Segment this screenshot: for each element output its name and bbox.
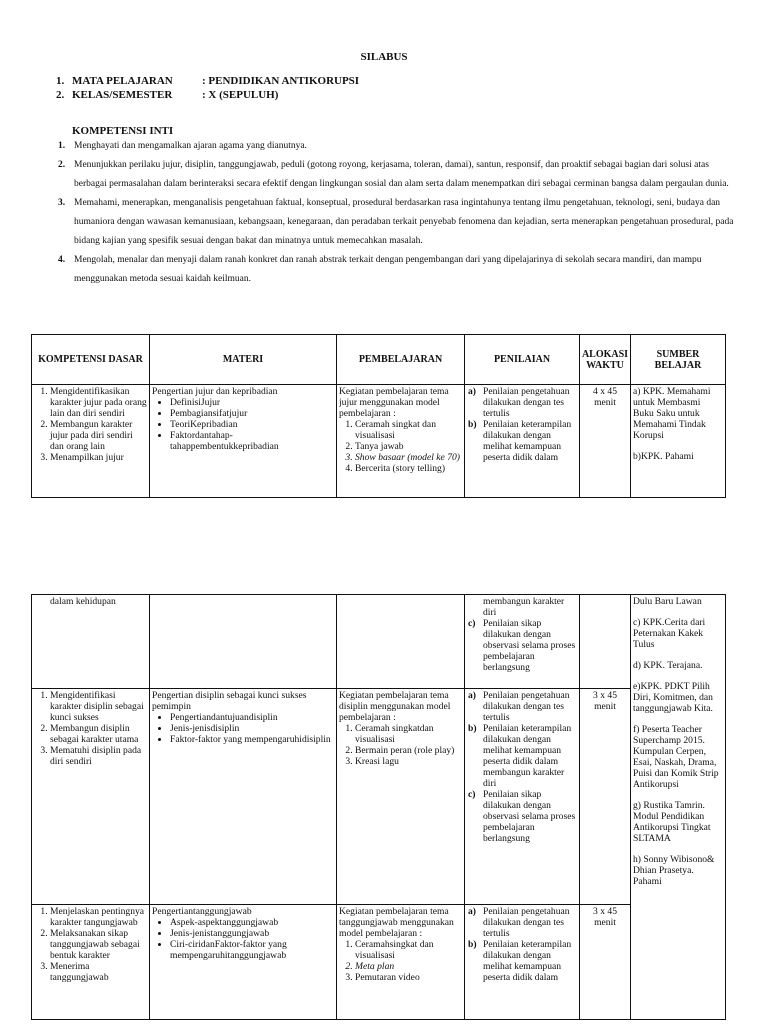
materi-item: • Aspek-aspektanggungjawab (170, 917, 334, 928)
pembelajaran-item: 1. Ceramah singkatdan visualisasi (355, 723, 462, 745)
kd-item: 1. Menjelaskan pentingnya karakter tangungjawab (50, 906, 147, 928)
kd-item: 3. Mematuhi disiplin pada diri sendiri (50, 745, 147, 767)
penilaian-item (467, 618, 577, 673)
penilaian-cell (465, 689, 580, 905)
penilaian-text: Penilaian sikap dilakukan dengan observasi selama proses pembelajaran berlangsung (483, 618, 576, 673)
ki-num: 4. (58, 255, 66, 265)
kd-item: 2. Membangun karakter jujur pada diri sendiri dan orang lain (50, 419, 147, 452)
syllabus-table-2 (31, 594, 726, 1020)
penilaian-letter: b) (468, 723, 477, 734)
header-value: : X (SEPULUH) (202, 89, 279, 101)
col-header-sumber: SUMBER BELAJAR (631, 335, 726, 385)
kd-continued: dalam kehidupan (50, 596, 116, 607)
pembelajaran-item: 2. Bermain peran (role play) (355, 745, 462, 756)
sumber-item: h) Sonny Wibisono& Dhian Prasetya. Pahami (633, 854, 715, 887)
materi-title: Pengertian jujur dan kepribadian (152, 386, 278, 397)
pembelajaran-item: 1. Ceramah singkat dan visualisasi (355, 419, 462, 441)
sumber-item: b)KPK. Pahami (633, 451, 694, 462)
pembelajaran-item: 2. Meta plan (355, 961, 462, 972)
materi-item: • Faktordantahap-tahappembentukkepribadian (170, 430, 334, 452)
alokasi-cell (580, 905, 631, 1020)
ki-title: KOMPETENSI INTI (72, 125, 174, 137)
ki-num: 3. (58, 198, 66, 208)
penilaian-letter: a) (468, 690, 476, 701)
sumber-item: Dulu Baru Lawan (633, 596, 702, 607)
penilaian-letter: b) (468, 939, 477, 950)
pembelajaran-item: 3. Kreasi lagu (355, 756, 462, 767)
materi-item: • Faktor-faktor yang mempengaruhidisiplin (170, 734, 334, 745)
penilaian-cell (465, 905, 580, 1020)
ki-item (56, 251, 736, 289)
pembelajaran-item: 3. Pemutaran video (355, 972, 462, 983)
pembelajaran-cell (337, 905, 465, 1020)
kd-item: 2. Melaksanakan sikap tanggungjawab sebagai bentuk karakter (50, 928, 147, 961)
sumber-item: e)KPK. PDKT Pilih Diri, Komitmen, dan tanggungjawab Kita. (633, 681, 713, 714)
table-header-row (32, 335, 726, 385)
header-key: MATA PELAJARAN (72, 75, 173, 87)
header-value: : PENDIDIKAN ANTIKORUPSI (202, 75, 360, 87)
penilaian-text: Penilaian pengetahuan dilakukan dengan tes tertulis (483, 906, 570, 939)
kd-item: 3. Menerima tanggungjawab (50, 961, 147, 983)
ki-num: 2. (58, 160, 66, 170)
penilaian-item (467, 690, 577, 723)
ki-item (56, 137, 736, 156)
pembelajaran-intro: Kegiatan pembelajaran tema disiplin menggunakan model pembelajaran : (339, 690, 451, 723)
col-header-kd: KOMPETENSI DASAR (32, 335, 150, 385)
alokasi-value: 3 x 45 menit (593, 690, 617, 712)
materi-cell (150, 905, 337, 1020)
sumber-item: c) KPK.Cerita dari Peternakan Kakek Tulus (633, 617, 706, 650)
kd-cell (32, 385, 150, 498)
penilaian-text: Penilaian pengetahuan dilakukan dengan tes tertulis (483, 690, 570, 723)
alokasi-value: 3 x 45 menit (593, 906, 617, 928)
header-row-subject (56, 74, 359, 88)
syllabus-table-1 (31, 334, 726, 498)
header-key: KELAS/SEMESTER (72, 89, 173, 101)
penilaian-text: Penilaian keterampilan dilakukan dengan melihat kemampuan peserta didik dalam (483, 419, 572, 463)
materi-item: • Ciri-ciridanFaktor-faktor yang mempengaruhitanggungjawab (170, 939, 334, 961)
table-row (32, 689, 726, 905)
penilaian-letter: a) (468, 386, 476, 397)
materi-title: Pengertian disiplin sebagai kunci sukses pemimpin (152, 690, 307, 712)
penilaian-continued: membangun karakter diri (483, 596, 565, 618)
materi-item: • TeoriKepribadian (170, 419, 334, 430)
alokasi-cell (580, 595, 631, 689)
header-num: 1. (56, 75, 65, 87)
sumber-cell (631, 595, 726, 1020)
pembelajaran-intro: Kegiatan pembelajaran tema jujur menggunakan model pembelajaran : (339, 386, 449, 419)
kd-item: 2. Membangun disiplin sebagai karakter utama (50, 723, 147, 745)
table-row (32, 595, 726, 689)
sumber-item: f) Peserta Teacher Superchamp 2015. Kumpulan Cerpen, Esai, Naskah, Drama, Puisi dan Komik Strip Antikorupsi (633, 724, 719, 790)
materi-item: • Jenis-jenistanggungjawab (170, 928, 334, 939)
ki-text: Menghayati dan mengamalkan ajaran agama yang dianutnya. (74, 141, 307, 151)
ki-text: Menunjukkan perilaku jujur, disiplin, tanggungjawab, peduli (gotong royong, kerjasama, toleran, damai), santun, responsif, dan proaktif sebagai bagian dari solusi atas berbagai permasalahan dalam berinteraksi secara efektif dengan lingkungan sosial dan alam serta dalam menempatkan diri sebagai cerminan bangsa dalam pergaulan dunia. (74, 160, 729, 189)
header-num: 2. (56, 89, 65, 101)
ki-item (56, 156, 736, 194)
kd-item: 1. Mengidentifikasikan karakter jujur pada orang lain dan diri sendiri (50, 386, 147, 419)
kd-cell (32, 905, 150, 1020)
penilaian-cell (465, 595, 580, 689)
materi-title: Pengertiantanggungjawab (152, 906, 252, 917)
penilaian-letter: c) (468, 789, 476, 800)
materi-cell (150, 385, 337, 498)
penilaian-item (467, 419, 577, 463)
kd-item: 1. Mengidentifikasi karakter disiplin sebagai kunci sukses (50, 690, 147, 723)
kd-cell (32, 689, 150, 905)
penilaian-text: Penilaian pengetahuan dilakukan dengan tes tertulis (483, 386, 570, 419)
penilaian-letter: c) (468, 618, 476, 629)
alokasi-cell (580, 385, 631, 498)
pembelajaran-item: 3. Show basaar (model ke 70) (355, 452, 462, 463)
materi-cell (150, 595, 337, 689)
pembelajaran-item: 4. Bercerita (story telling) (355, 463, 462, 474)
penilaian-item (467, 723, 577, 789)
ki-num: 1. (58, 141, 66, 151)
table-row (32, 385, 726, 498)
ki-list (56, 137, 736, 289)
materi-item: • DefinisiJujur (170, 397, 334, 408)
document-title: SILABUS (360, 51, 408, 63)
col-header-pembelajaran: PEMBELAJARAN (337, 335, 465, 385)
kd-item: 3. Menampilkan jujur (50, 452, 147, 463)
pembelajaran-cell (337, 689, 465, 905)
penilaian-letter: b) (468, 419, 477, 430)
penilaian-letter: a) (468, 906, 476, 917)
syllabus-header (56, 74, 359, 102)
materi-cell (150, 689, 337, 905)
materi-item: • Pembagiansifatjujur (170, 408, 334, 419)
col-header-penilaian: PENILAIAN (465, 335, 580, 385)
penilaian-item (467, 386, 577, 419)
pembelajaran-cell (337, 385, 465, 498)
penilaian-item (467, 939, 577, 983)
col-header-alokasi: ALOKASI WAKTU (580, 335, 631, 385)
header-row-class (56, 88, 359, 102)
ki-text: Mengolah, menalar dan menyaji dalam ranah konkret dan ranah abstrak terkait dengan pengembangan dari yang dipelajarinya di sekolah secara mandiri, dan mampu menggunakan metoda sesuai kaidah keilmuan. (74, 255, 702, 284)
ki-item (56, 194, 736, 251)
alokasi-value: 4 x 45 menit (593, 386, 617, 408)
pembelajaran-item: 2. Tanya jawab (355, 441, 462, 452)
penilaian-text: Penilaian sikap dilakukan dengan observasi selama proses pembelajaran berlangsung (483, 789, 576, 844)
sumber-item: g) Rustika Tamrin. Modul Pendidikan Antikorupsi Tingkat SLTAMA (633, 800, 711, 844)
ki-text: Memahami, menerapkan, menganalisis pengetahuan faktual, konseptual, prosedural berdasarkan rasa ingintahunya tentang ilmu pengetahuan, teknologi, seni, budaya dan humaniora dengan wawasan kemanusiaan, kebangsaan, kenegaraan, dan peradaban terkait penyebab fenomena dan kejadian, serta menerapkan pengetahuan prosedural, pada bidang kajian yang spesifik sesuai dengan bakat dan minatnya untuk memecahkan masalah. (74, 198, 734, 246)
table-row (32, 905, 726, 1020)
sumber-item: a) KPK. Memahami untuk Membasmi Buku Saku untuk Memahami Tindak Korupsi (633, 386, 711, 441)
penilaian-item (467, 906, 577, 939)
pembelajaran-cell (337, 595, 465, 689)
penilaian-text: Penilaian keterampilan dilakukan dengan melihat kemampuan peserta didik dalam membangun karakter diri (483, 723, 572, 789)
penilaian-cell (465, 385, 580, 498)
pembelajaran-item: 1. Ceramahsingkat dan visualisasi (355, 939, 462, 961)
materi-item: • Pengertiandantujuandisiplin (170, 712, 334, 723)
sumber-item: d) KPK. Terajana. (633, 660, 703, 671)
col-header-materi: MATERI (150, 335, 337, 385)
kd-cell (32, 595, 150, 689)
penilaian-text: Penilaian keterampilan dilakukan dengan melihat kemampuan peserta didik dalam (483, 939, 572, 983)
pembelajaran-intro: Kegiatan pembelajaran tema tanggungjawab menggunakan model pembelajaran : (339, 906, 454, 939)
sumber-cell (631, 385, 726, 498)
alokasi-cell (580, 689, 631, 905)
materi-item: • Jenis-jenisdisiplin (170, 723, 334, 734)
penilaian-item (467, 789, 577, 844)
